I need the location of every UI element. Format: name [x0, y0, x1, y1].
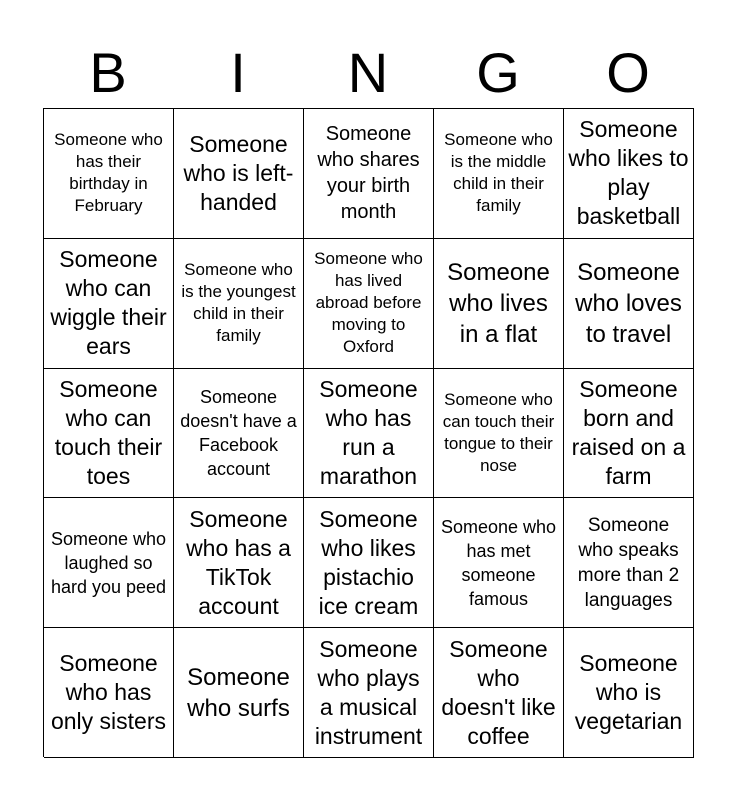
cell-text: Someone who likes pistachio ice cream	[318, 505, 419, 619]
bingo-cell[interactable]	[564, 628, 694, 758]
cell-text: Someone who laughed so hard you peed	[50, 528, 167, 597]
cell-text: Someone who doesn't like coffee	[441, 635, 556, 749]
cell-text: Someone who is left-handed	[183, 130, 294, 215]
bingo-cell[interactable]	[304, 498, 434, 628]
cell-text: Someone who likes to play basketball	[568, 116, 689, 230]
cell-text: Someone who has a TikTok account	[186, 505, 291, 619]
cell-text: Someone who can touch their toes	[54, 375, 163, 489]
cell-text: Someone who is the middle child in their family	[444, 130, 553, 216]
cell-text: Someone who lives in a flat	[447, 258, 550, 348]
bingo-cell[interactable]	[44, 628, 174, 758]
bingo-cell[interactable]	[434, 369, 564, 499]
cell-text: Someone who speaks more than 2 languages	[577, 514, 680, 611]
bingo-cell[interactable]	[44, 369, 174, 499]
cell-text: Someone who loves to travel	[575, 258, 682, 348]
cell-text: Someone who has run a marathon	[319, 375, 418, 489]
cell-text: Someone who has lived abroad before moving to Oxford	[314, 249, 423, 357]
bingo-cell[interactable]	[304, 239, 434, 369]
bingo-cell[interactable]	[174, 109, 304, 239]
bingo-cell[interactable]	[564, 498, 694, 628]
header-letter-i: I	[230, 41, 246, 104]
cell-text: Someone who can touch their tongue to their nose	[442, 389, 555, 475]
bingo-cell[interactable]	[564, 109, 694, 239]
cell-text: Someone who is the youngest child in their family	[181, 260, 296, 346]
cell-text: Someone who surfs	[187, 663, 290, 722]
bingo-cell[interactable]	[304, 109, 434, 239]
bingo-cell[interactable]	[434, 109, 564, 239]
header-letter-b: B	[89, 41, 127, 104]
bingo-cell[interactable]	[434, 498, 564, 628]
cell-text: Someone who shares your birth month	[317, 123, 420, 224]
bingo-cell[interactable]	[434, 628, 564, 758]
cell-text: Someone who is vegetarian	[574, 650, 683, 735]
header-letter-n: N	[347, 41, 389, 104]
bingo-cell[interactable]	[174, 239, 304, 369]
bingo-cell[interactable]	[304, 369, 434, 499]
cell-text: Someone who can wiggle their ears	[50, 246, 167, 360]
bingo-cell[interactable]	[174, 369, 304, 499]
bingo-cell[interactable]	[304, 628, 434, 758]
cell-text: Someone who has only sisters	[50, 650, 167, 735]
bingo-cell[interactable]	[174, 628, 304, 758]
cell-text: Someone born and raised on a farm	[571, 375, 686, 489]
bingo-cell[interactable]	[564, 369, 694, 499]
bingo-header	[43, 40, 693, 106]
bingo-cell[interactable]	[44, 498, 174, 628]
cell-text: Someone doesn't have a Facebook account	[180, 386, 297, 479]
cell-text: Someone who has met someone famous	[440, 516, 557, 609]
bingo-cell[interactable]	[44, 239, 174, 369]
bingo-cell[interactable]	[44, 109, 174, 239]
bingo-cell[interactable]	[434, 239, 564, 369]
bingo-board	[43, 108, 694, 757]
bingo-cell[interactable]	[564, 239, 694, 369]
header-letter-g: G	[476, 41, 520, 104]
header-letter-o: O	[606, 41, 650, 104]
bingo-cell[interactable]	[174, 498, 304, 628]
cell-text: Someone who plays a musical instrument	[314, 635, 423, 749]
cell-text: Someone who has their birthday in February	[54, 130, 163, 216]
